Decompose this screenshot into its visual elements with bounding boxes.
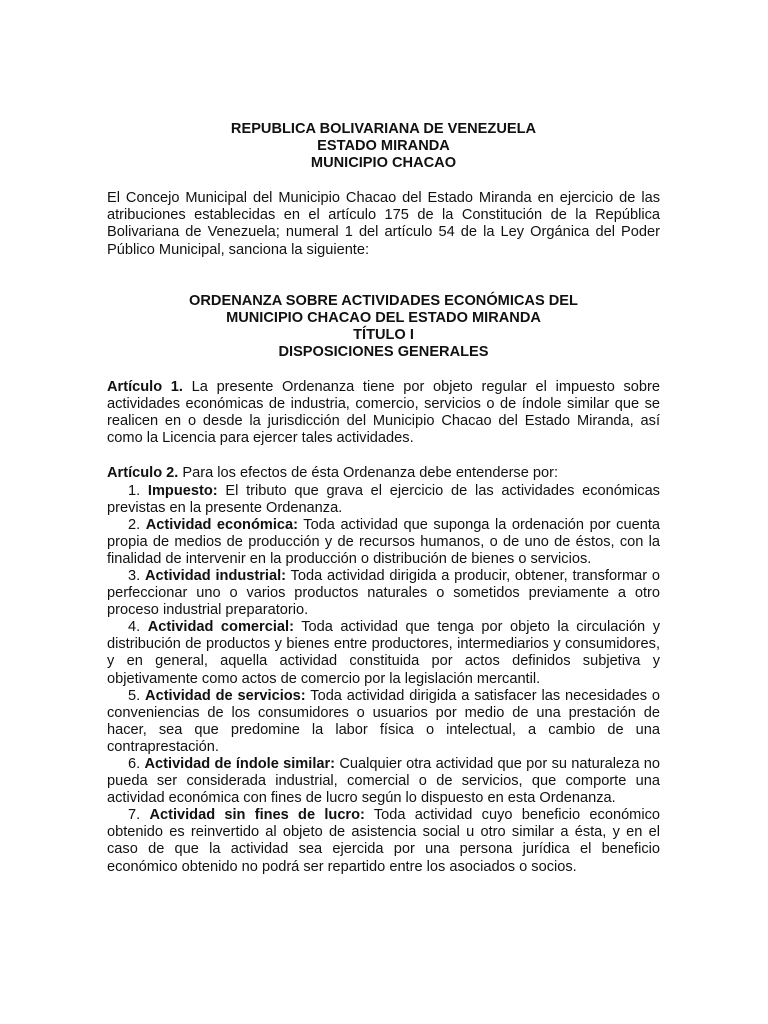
header-state: ESTADO MIRANDA (317, 138, 450, 155)
definition-item (107, 568, 660, 619)
definition-number: 4. (128, 619, 148, 636)
definition-number: 7. (128, 807, 150, 824)
definition-number: 3. (128, 567, 145, 584)
definition-term: Actividad sin fines de lucro: (149, 807, 365, 824)
definition-text: Cualquier otra actividad que por su naturaleza no pueda ser considerada industrial, comercial o de servicios, que comporte una actividad económica con fines de lucro según lo dispuesto en esta Ordenanza. (107, 756, 661, 807)
definition-text: Toda actividad cuyo beneficio económico obtenido es reinvertido al objeto de asistencia social u otro similar a ésta, y en el caso de que la actividad sea ejercida por una persona jurídica el beneficio económico obtenido no podrá ser repartido entre los asociados o socios. (107, 807, 660, 875)
definition-item (107, 688, 660, 756)
article-1-text: La presente Ordenanza tiene por objeto regular el impuesto sobre actividades económicas de industria, comercio, servicios o de índole similar que se realicen en o desde la jurisdicción del Municipio Chacao del Estado Miranda, así como la Licencia para ejercer tales actividades. (107, 379, 660, 447)
definition-number: 2. (128, 516, 146, 533)
definition-item (107, 619, 660, 687)
definition-item (107, 517, 660, 568)
article-2-text: Para los efectos de ésta Ordenanza debe entenderse por: (178, 465, 559, 482)
definition-text: Toda actividad dirigida a satisfacer las necesidades o conveniencias de los consumidores o usuarios por medio de una prestación de hacer, sea que predomine la labor física o intelectual, a cambio de una contraprestación. (107, 687, 660, 755)
definition-text: Toda actividad dirigida a producir, obtener, transformar o perfeccionar uno o varios productos naturales o sometidos previamente a otro proceso industrial preparatorio. (107, 567, 661, 619)
ordinance-title-line-2: MUNICIPIO CHACAO DEL ESTADO MIRANDA (226, 309, 541, 326)
definition-list (107, 483, 660, 876)
definition-text: Toda actividad que tenga por objeto la circulación y distribución de productos y bienes entre productores, intermediarios y consumidores, y en general, aquella actividad constituida por actos definidos subjetiva y objetivamente como actos de comercio por la legislación mercantil. (107, 619, 661, 687)
ordinance-title (107, 293, 660, 361)
title-heading: DISPOSICIONES GENERALES (278, 343, 489, 360)
definition-item (107, 483, 660, 517)
intro-paragraph: El Concejo Municipal del Municipio Chacao del Estado Miranda en ejercicio de las atribuciones establecidas en el artículo 175 de la Constitución de la República Bolivariana de Venezuela; numeral 1 del artículo 54 de la Ley Orgánica del Poder Público Municipal, sanciona la siguiente: (107, 190, 660, 258)
definition-text: El tributo que grava el ejercicio de las actividades económicas previstas en la presente Ordenanza. (107, 482, 660, 516)
definition-item (107, 807, 660, 875)
definition-term: Impuesto: (147, 482, 218, 499)
title-number: TÍTULO I (353, 326, 414, 343)
definition-term: Actividad comercial: (147, 619, 294, 636)
definition-number: 1. (128, 482, 148, 499)
document-page (107, 121, 660, 876)
article-1 (107, 379, 660, 447)
definition-term: Actividad de índole similar: (144, 756, 336, 772)
article-2-label: Artículo 2. (107, 465, 179, 482)
definition-number: 6. (128, 756, 145, 772)
header-country: REPUBLICA BOLIVARIANA DE VENEZUELA (230, 121, 537, 137)
article-2-intro (107, 465, 660, 482)
definition-number: 5. (128, 687, 146, 704)
definition-term: Actividad de servicios: (145, 687, 306, 704)
document-header (107, 121, 660, 172)
article-2 (107, 465, 660, 875)
ordinance-title-line-1: ORDENANZA SOBRE ACTIVIDADES ECONÓMICAS DEL (189, 292, 578, 309)
header-municipality: MUNICIPIO CHACAO (310, 155, 457, 172)
article-1-label: Artículo 1. (107, 379, 183, 396)
definition-term: Actividad económica: (145, 516, 299, 533)
definition-item (107, 756, 660, 807)
definition-text: Toda actividad que suponga la ordenación por cuenta propia de medios de producción y de recursos humanos, o de uno de éstos, con la finalidad de intervenir en la producción o distribución de bienes o servicios. (107, 516, 660, 567)
definition-term: Actividad industrial: (144, 567, 287, 584)
